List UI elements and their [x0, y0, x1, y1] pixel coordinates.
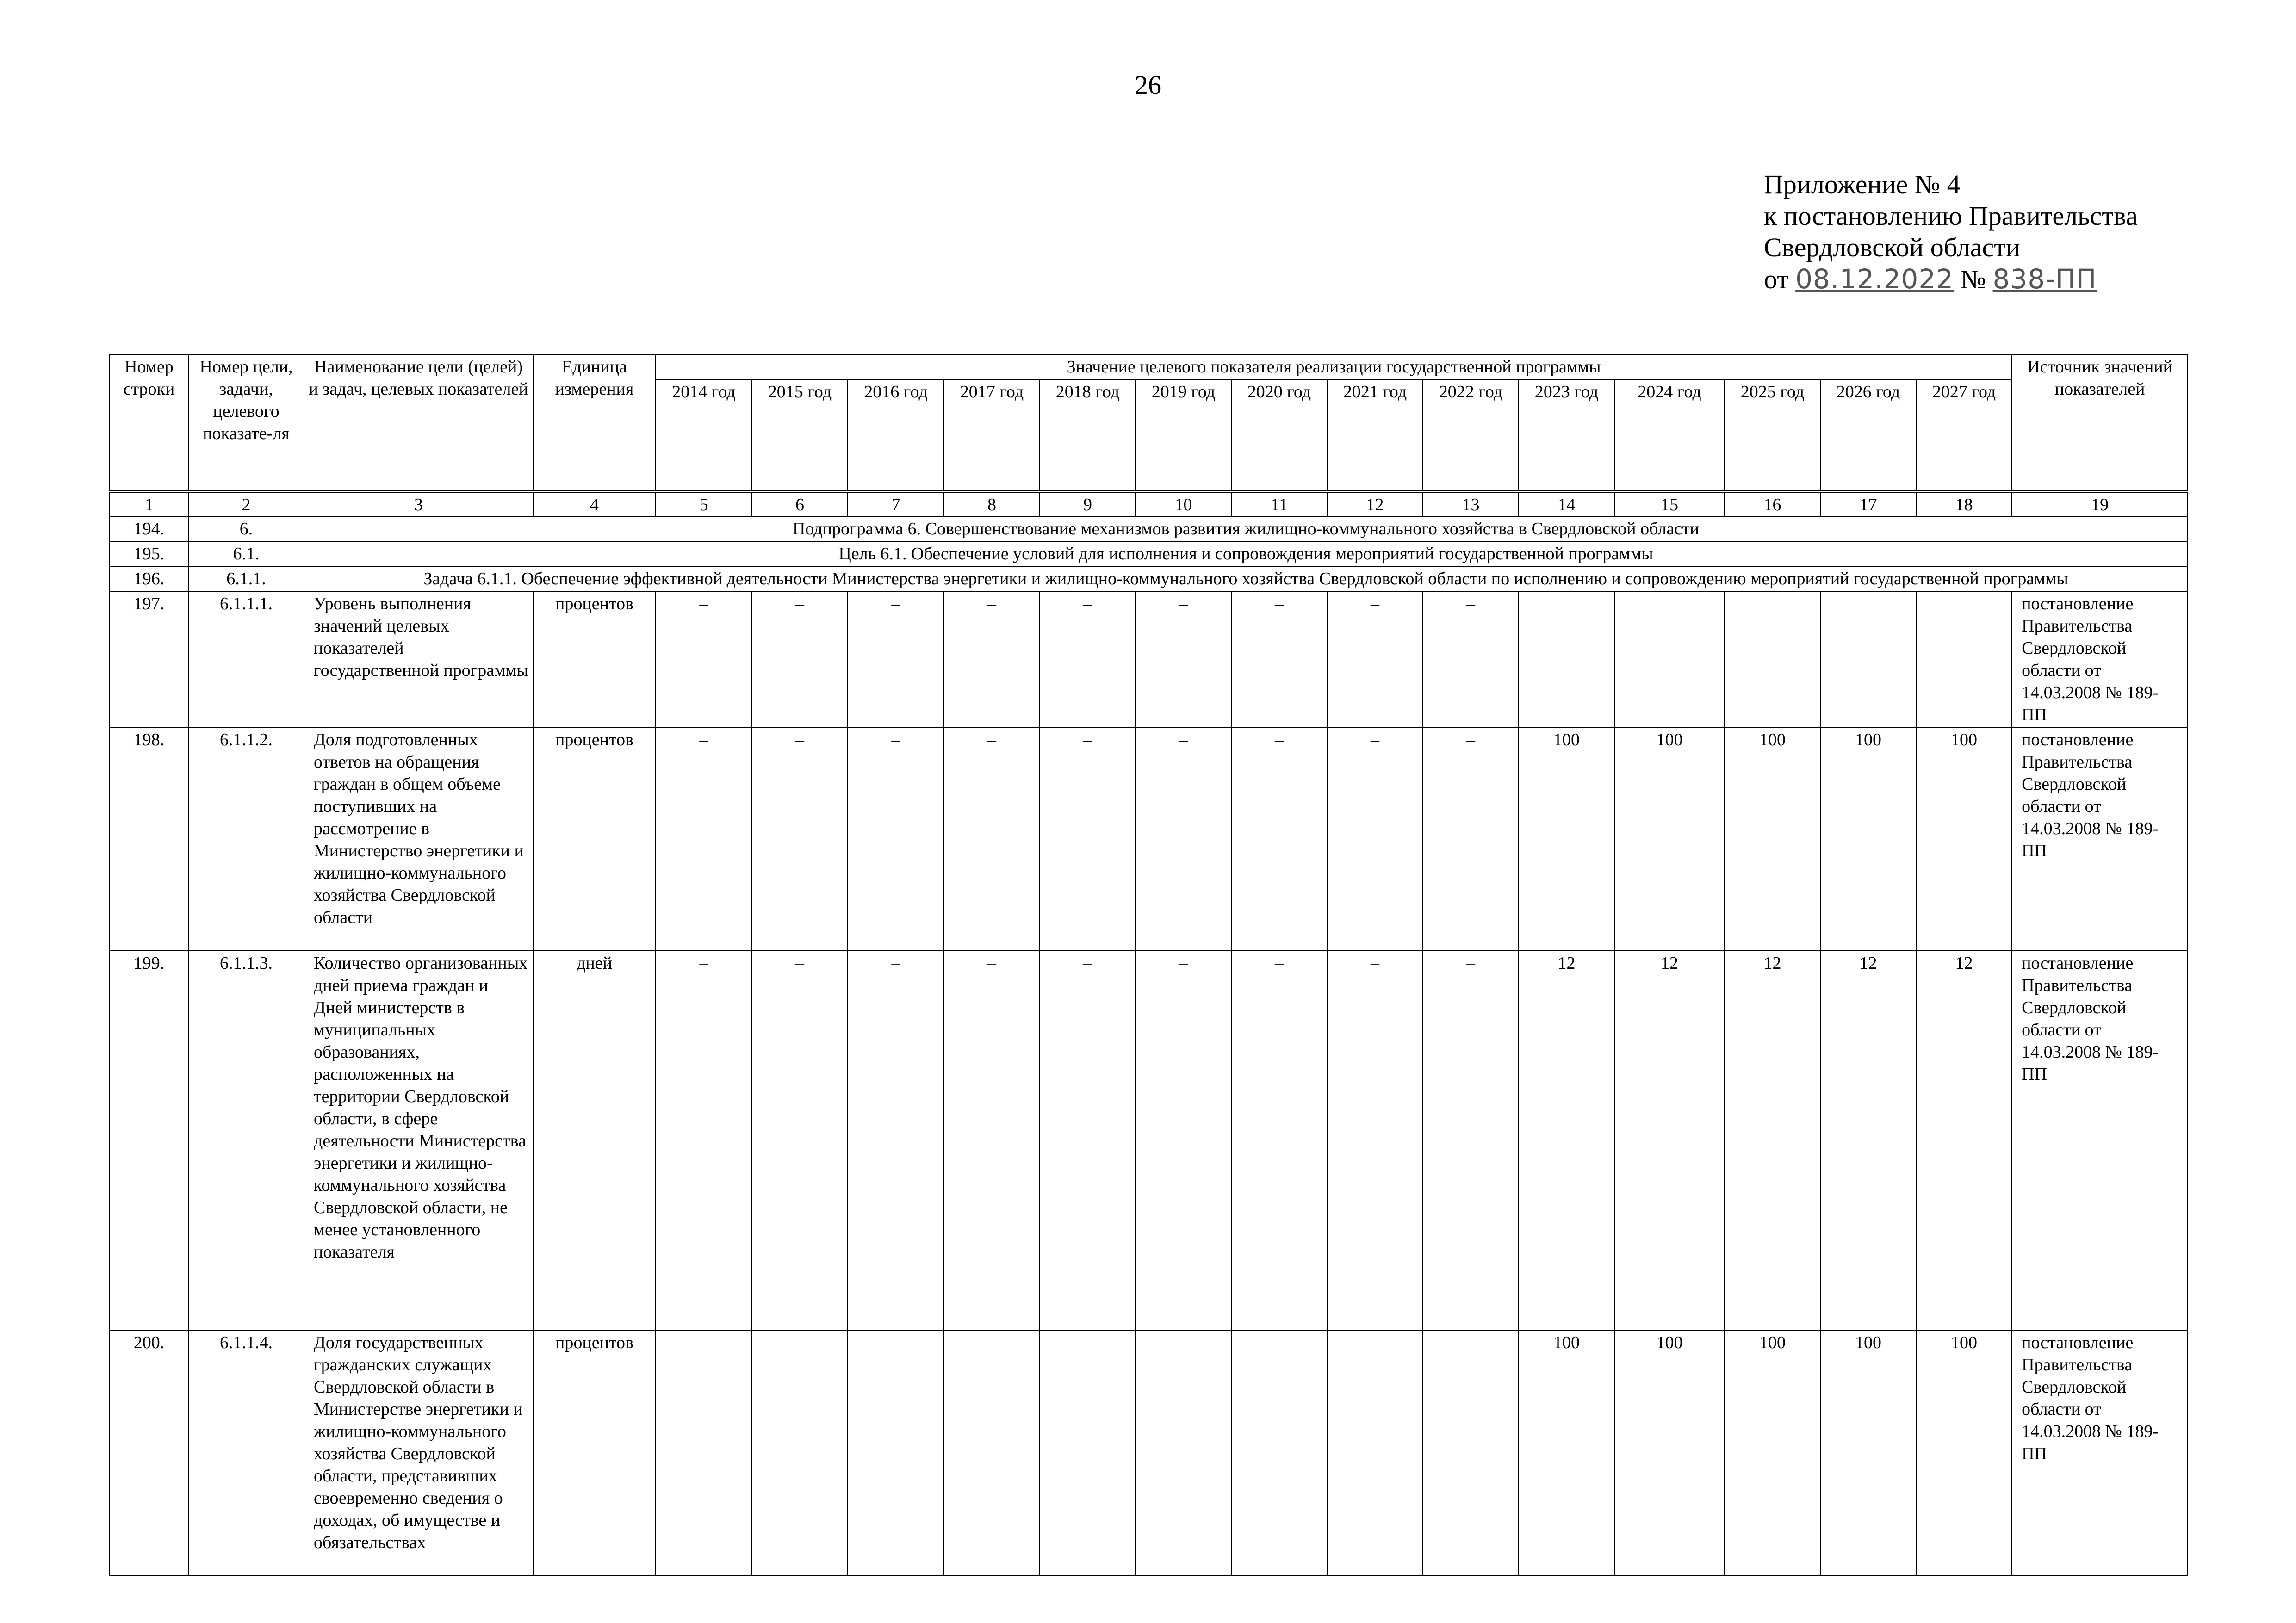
table-row: [110, 727, 2188, 951]
header-year: 2018 год: [1040, 379, 1136, 491]
year-value: 100: [1916, 1330, 2012, 1575]
year-value: 100: [1916, 727, 2012, 951]
table-row: [110, 1330, 2188, 1575]
indicator-unit: процентов: [533, 727, 656, 951]
subprogram-row: [110, 516, 2188, 541]
row-number: 199.: [110, 951, 188, 1330]
column-number: 5: [656, 491, 752, 516]
column-number: 1: [110, 491, 188, 516]
column-number: 3: [304, 491, 533, 516]
year-value: –: [1040, 727, 1136, 951]
year-value: –: [1231, 591, 1327, 727]
header-row-no: Номер строки: [110, 354, 188, 491]
year-value: –: [752, 727, 848, 951]
year-value: 100: [1820, 1330, 1916, 1575]
year-value: 100: [1725, 1330, 1820, 1575]
year-value: 12: [1820, 951, 1916, 1330]
column-number: 10: [1136, 491, 1231, 516]
year-value: –: [1040, 1330, 1136, 1575]
indicator-code: 6.1.1.1.: [188, 591, 304, 727]
header-year: 2023 год: [1519, 379, 1614, 491]
header-year: 2024 год: [1614, 379, 1725, 491]
year-value: –: [1231, 727, 1327, 951]
header-row-1: [110, 354, 2188, 379]
row-number: 198.: [110, 727, 188, 951]
year-value: –: [1136, 591, 1231, 727]
year-value: –: [1423, 1330, 1519, 1575]
year-value: 100: [1614, 1330, 1725, 1575]
indicator-code: 6.1.1.4.: [188, 1330, 304, 1575]
year-value: –: [1423, 951, 1519, 1330]
goal-code: 6.1.1.: [188, 566, 304, 591]
year-value: 100: [1614, 727, 1725, 951]
header-year: 2026 год: [1820, 379, 1916, 491]
appendix-line-3: Свердловской области: [1764, 232, 2020, 262]
header-year: 2015 год: [752, 379, 848, 491]
header-source: Источник значений показателей: [2012, 354, 2188, 491]
year-value: –: [1136, 951, 1231, 1330]
year-value: –: [848, 951, 944, 1330]
year-value: –: [848, 1330, 944, 1575]
goal-title: Цель 6.1. Обеспечение условий для исполнения и сопровождения мероприятий государственной программы: [304, 541, 2188, 566]
indicator-code: 6.1.1.3.: [188, 951, 304, 1330]
year-value: 100: [1519, 1330, 1614, 1575]
indicator-name: Количество организованных дней приема граждан и Дней министерств в муниципальных образованиях, расположенных на территории Свердловской области, в сфере деятельности Министерства энергетики и жилищно-коммунального хозяйства Свердловской области, не менее установленного показателя: [304, 951, 533, 1330]
year-value: –: [752, 1330, 848, 1575]
subprogram-title: Подпрограмма 6. Совершенствование механизмов развития жилищно-коммунального хозяйства в Свердловской области: [304, 516, 2188, 541]
year-value: –: [656, 1330, 752, 1575]
task-title: Задача 6.1.1. Обеспечение эффективной деятельности Министерства энергетики и жилищно-коммунального хозяйства Свердловской области по исполнению и сопровождению мероприятий государственной программы: [304, 566, 2188, 591]
indicator-name: Доля подготовленных ответов на обращения граждан в общем объеме поступивших на рассмотрение в Министерство энергетики и жилищно-коммунального хозяйства Свердловской области: [304, 727, 533, 951]
year-value: –: [1327, 1330, 1423, 1575]
table-row: [110, 591, 2188, 727]
year-value: [1519, 591, 1614, 727]
task-row: [110, 566, 2188, 591]
header-values-group: Значение целевого показателя реализации государственной программы: [656, 354, 2012, 379]
header-year: 2022 год: [1423, 379, 1519, 491]
year-value: 100: [1820, 727, 1916, 951]
header-year: 2025 год: [1725, 379, 1820, 491]
header-year: 2017 год: [944, 379, 1040, 491]
year-value: –: [1231, 951, 1327, 1330]
header-year: 2020 год: [1231, 379, 1327, 491]
row-number: 194.: [110, 516, 188, 541]
column-number: 2: [188, 491, 304, 516]
resolution-number: 838-ПП: [1992, 263, 2097, 295]
year-value: –: [752, 591, 848, 727]
year-value: –: [752, 951, 848, 1330]
header-year: 2014 год: [656, 379, 752, 491]
indicator-source: постановление Правительства Свердловской области от 14.03.2008 № 189-ПП: [2012, 951, 2188, 1330]
table-row: [110, 951, 2188, 1330]
column-number: 11: [1231, 491, 1327, 516]
header-year: 2016 год: [848, 379, 944, 491]
indicator-code: 6.1.1.2.: [188, 727, 304, 951]
column-number: 19: [2012, 491, 2188, 516]
year-value: 12: [1519, 951, 1614, 1330]
year-value: –: [1136, 727, 1231, 951]
indicator-unit: процентов: [533, 591, 656, 727]
goal-code: 6.1.: [188, 541, 304, 566]
header-unit: Единица измерения: [533, 354, 656, 491]
column-numbers-row: [110, 491, 2188, 516]
year-value: –: [1040, 591, 1136, 727]
year-value: –: [944, 591, 1040, 727]
header-year: 2019 год: [1136, 379, 1231, 491]
year-value: 100: [1725, 727, 1820, 951]
year-value: –: [1423, 727, 1519, 951]
year-value: –: [1040, 951, 1136, 1330]
year-value: –: [944, 1330, 1040, 1575]
indicator-unit: процентов: [533, 1330, 656, 1575]
number-prefix: №: [1960, 264, 1986, 294]
year-value: 100: [1519, 727, 1614, 951]
year-value: –: [656, 591, 752, 727]
year-value: –: [1423, 591, 1519, 727]
year-value: –: [1231, 1330, 1327, 1575]
page-number: 26: [1135, 70, 1161, 100]
year-value: [1820, 591, 1916, 727]
year-value: –: [656, 727, 752, 951]
year-value: –: [848, 591, 944, 727]
column-number: 13: [1423, 491, 1519, 516]
appendix-line-1: Приложение № 4: [1764, 169, 1961, 199]
goal-row: [110, 541, 2188, 566]
indicator-source: постановление Правительства Свердловской области от 14.03.2008 № 189-ПП: [2012, 1330, 2188, 1575]
target-indicators-table: [109, 354, 2188, 1576]
column-number: 9: [1040, 491, 1136, 516]
indicator-source: постановление Правительства Свердловской области от 14.03.2008 № 189-ПП: [2012, 727, 2188, 951]
header-year: 2021 год: [1327, 379, 1423, 491]
column-number: 14: [1519, 491, 1614, 516]
resolution-date: 08.12.2022: [1795, 263, 1954, 295]
row-number: 200.: [110, 1330, 188, 1575]
year-value: –: [656, 951, 752, 1330]
column-number: 7: [848, 491, 944, 516]
column-number: 15: [1614, 491, 1725, 516]
indicator-source: постановление Правительства Свердловской области от 14.03.2008 № 189-ПП: [2012, 591, 2188, 727]
appendix-line-2: к постановлению Правительства: [1764, 201, 2138, 231]
column-number: 6: [752, 491, 848, 516]
column-number: 18: [1916, 491, 2012, 516]
year-value: 12: [1614, 951, 1725, 1330]
column-number: 17: [1820, 491, 1916, 516]
column-number: 12: [1327, 491, 1423, 516]
year-value: –: [848, 727, 944, 951]
column-number: 8: [944, 491, 1040, 516]
header-name: Наименование цели (целей) и задач, целевых показателей: [304, 354, 533, 491]
year-value: –: [1136, 1330, 1231, 1575]
year-value: –: [1327, 727, 1423, 951]
appendix-date-line: [1764, 263, 2138, 295]
goal-code: 6.: [188, 516, 304, 541]
year-value: [1725, 591, 1820, 727]
header-goal-no: Номер цели, задачи, целевого показате-ля: [188, 354, 304, 491]
header-year: 2027 год: [1916, 379, 2012, 491]
year-value: –: [944, 951, 1040, 1330]
row-number: 195.: [110, 541, 188, 566]
appendix-block: [1764, 169, 2138, 295]
year-value: [1916, 591, 2012, 727]
date-prefix: от: [1764, 264, 1789, 294]
year-value: 12: [1725, 951, 1820, 1330]
year-value: –: [1327, 591, 1423, 727]
year-value: –: [944, 727, 1040, 951]
year-value: 12: [1916, 951, 2012, 1330]
indicator-name: Доля государственных гражданских служащих Свердловской области в Министерстве энергетики и жилищно-коммунального хозяйства Свердловской области, представивших своевременно сведения о доходах, об имуществе и обязательствах: [304, 1330, 533, 1575]
column-number: 16: [1725, 491, 1820, 516]
row-number: 196.: [110, 566, 188, 591]
indicator-name: Уровень выполнения значений целевых показателей государственной программы: [304, 591, 533, 727]
indicator-unit: дней: [533, 951, 656, 1330]
column-number: 4: [533, 491, 656, 516]
year-value: –: [1327, 951, 1423, 1330]
row-number: 197.: [110, 591, 188, 727]
year-value: [1614, 591, 1725, 727]
